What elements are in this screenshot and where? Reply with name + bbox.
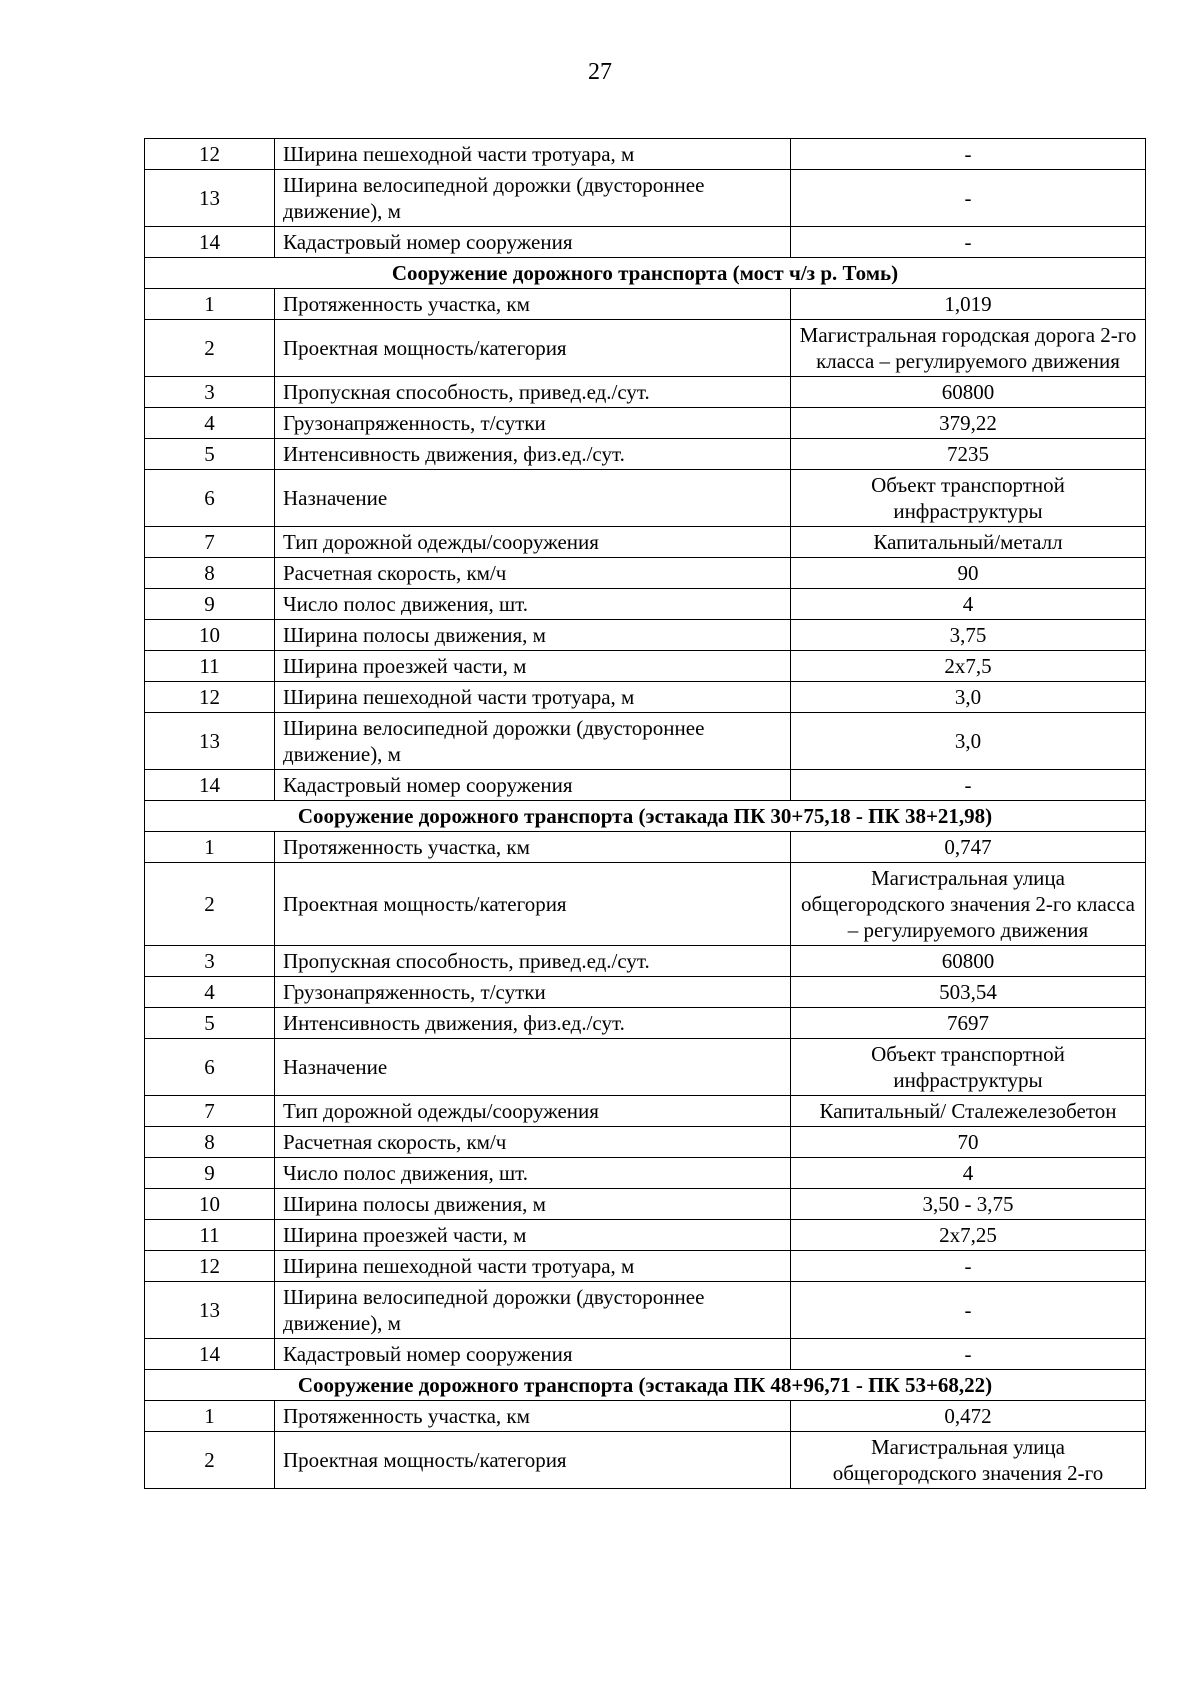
table-row: [145, 863, 1146, 946]
parameter-name: Пропускная способность, привед.ед./сут.: [275, 946, 791, 977]
table-row: [145, 558, 1146, 589]
page-number: 27: [588, 59, 612, 85]
table-row: [145, 320, 1146, 377]
parameter-name: Интенсивность движения, физ.ед./сут.: [275, 1008, 791, 1039]
row-number: 10: [145, 620, 275, 651]
parameter-name: Ширина проезжей части, м: [275, 1220, 791, 1251]
parameter-name: Назначение: [275, 470, 791, 527]
section-title: Сооружение дорожного транспорта (мост ч/з р. Томь): [145, 258, 1146, 289]
parameter-name: Кадастровый номер сооружения: [275, 770, 791, 801]
table-row: [145, 620, 1146, 651]
table-row: [145, 651, 1146, 682]
row-number: 9: [145, 589, 275, 620]
parameter-name: Интенсивность движения, физ.ед./сут.: [275, 439, 791, 470]
row-number: 11: [145, 1220, 275, 1251]
parameter-value: 3,50 - 3,75: [791, 1189, 1146, 1220]
parameter-value: 4: [791, 1158, 1146, 1189]
row-number: 12: [145, 682, 275, 713]
parameter-value: 7697: [791, 1008, 1146, 1039]
parameter-value: 2x7,5: [791, 651, 1146, 682]
table-row: [145, 1251, 1146, 1282]
parameter-value: Капитальный/ Сталежелезобетон: [791, 1096, 1146, 1127]
parameter-value: -: [791, 139, 1146, 170]
row-number: 4: [145, 977, 275, 1008]
parameter-value: 0,747: [791, 832, 1146, 863]
parameter-name: Ширина велосипедной дорожки (двустороннее движение), м: [275, 170, 791, 227]
table-row: [145, 527, 1146, 558]
parameter-name: Протяженность участка, км: [275, 289, 791, 320]
parameter-value: 379,22: [791, 408, 1146, 439]
table-row: [145, 946, 1146, 977]
table-row: [145, 713, 1146, 770]
row-number: 12: [145, 1251, 275, 1282]
parameter-value: -: [791, 1282, 1146, 1339]
row-number: 14: [145, 770, 275, 801]
row-number: 4: [145, 408, 275, 439]
parameter-name: Ширина пешеходной части тротуара, м: [275, 682, 791, 713]
table-row: [145, 1008, 1146, 1039]
parameter-name: Ширина пешеходной части тротуара, м: [275, 139, 791, 170]
table-row: [145, 1189, 1146, 1220]
section-header-row: [145, 1370, 1146, 1401]
parameter-value: -: [791, 170, 1146, 227]
row-number: 13: [145, 170, 275, 227]
parameter-name: Назначение: [275, 1039, 791, 1096]
parameter-value: 60800: [791, 377, 1146, 408]
table-row: [145, 470, 1146, 527]
table-row: [145, 682, 1146, 713]
section-title: Сооружение дорожного транспорта (эстакада ПК 30+75,18 - ПК 38+21,98): [145, 801, 1146, 832]
parameter-name: Ширина проезжей части, м: [275, 651, 791, 682]
parameter-name: Ширина полосы движения, м: [275, 620, 791, 651]
row-number: 2: [145, 1432, 275, 1489]
row-number: 14: [145, 1339, 275, 1370]
table-row: [145, 589, 1146, 620]
parameter-value: Магистральная улица общегородского значения 2-го: [791, 1432, 1146, 1489]
table-row: [145, 408, 1146, 439]
row-number: 8: [145, 1127, 275, 1158]
parameter-name: Ширина велосипедной дорожки (двустороннее движение), м: [275, 713, 791, 770]
row-number: 13: [145, 713, 275, 770]
table-row: [145, 1401, 1146, 1432]
parameter-name: Кадастровый номер сооружения: [275, 227, 791, 258]
section-title: Сооружение дорожного транспорта (эстакада ПК 48+96,71 - ПК 53+68,22): [145, 1370, 1146, 1401]
parameter-value: 503,54: [791, 977, 1146, 1008]
parameter-name: Расчетная скорость, км/ч: [275, 558, 791, 589]
parameter-value: 4: [791, 589, 1146, 620]
row-number: 8: [145, 558, 275, 589]
row-number: 1: [145, 289, 275, 320]
parameter-value: 70: [791, 1127, 1146, 1158]
parameter-name: Проектная мощность/категория: [275, 1432, 791, 1489]
row-number: 10: [145, 1189, 275, 1220]
parameter-name: Грузонапряженность, т/сутки: [275, 977, 791, 1008]
row-number: 6: [145, 1039, 275, 1096]
parameter-value: 2x7,25: [791, 1220, 1146, 1251]
table-row: [145, 1432, 1146, 1489]
table-row: [145, 1158, 1146, 1189]
row-number: 1: [145, 1401, 275, 1432]
parameter-value: -: [791, 227, 1146, 258]
specifications-table: [144, 138, 1146, 1489]
parameter-value: -: [791, 1251, 1146, 1282]
parameter-value: 90: [791, 558, 1146, 589]
table-row: [145, 1096, 1146, 1127]
parameter-value: Объект транспортной инфраструктуры: [791, 1039, 1146, 1096]
parameter-value: -: [791, 770, 1146, 801]
table-row: [145, 289, 1146, 320]
table-row: [145, 1039, 1146, 1096]
parameter-name: Пропускная способность, привед.ед./сут.: [275, 377, 791, 408]
table-row: [145, 1127, 1146, 1158]
parameter-value: 7235: [791, 439, 1146, 470]
table-row: [145, 227, 1146, 258]
row-number: 6: [145, 470, 275, 527]
parameter-name: Ширина пешеходной части тротуара, м: [275, 1251, 791, 1282]
row-number: 12: [145, 139, 275, 170]
row-number: 1: [145, 832, 275, 863]
parameter-value: 60800: [791, 946, 1146, 977]
parameter-name: Число полос движения, шт.: [275, 1158, 791, 1189]
row-number: 3: [145, 946, 275, 977]
table-row: [145, 832, 1146, 863]
parameter-value: 3,75: [791, 620, 1146, 651]
parameter-value: Капитальный/металл: [791, 527, 1146, 558]
parameter-value: -: [791, 1339, 1146, 1370]
parameter-value: 1,019: [791, 289, 1146, 320]
parameter-name: Протяженность участка, км: [275, 832, 791, 863]
row-number: 2: [145, 320, 275, 377]
row-number: 14: [145, 227, 275, 258]
parameter-name: Тип дорожной одежды/сооружения: [275, 527, 791, 558]
row-number: 2: [145, 863, 275, 946]
table-row: [145, 170, 1146, 227]
row-number: 7: [145, 1096, 275, 1127]
table-row: [145, 977, 1146, 1008]
parameter-name: Ширина велосипедной дорожки (двустороннее движение), м: [275, 1282, 791, 1339]
row-number: 9: [145, 1158, 275, 1189]
parameter-name: Проектная мощность/категория: [275, 320, 791, 377]
parameter-name: Кадастровый номер сооружения: [275, 1339, 791, 1370]
parameter-name: Число полос движения, шт.: [275, 589, 791, 620]
parameter-value: Магистральная улица общегородского значения 2-го класса – регулируемого движения: [791, 863, 1146, 946]
parameter-name: Тип дорожной одежды/сооружения: [275, 1096, 791, 1127]
parameter-value: Объект транспортной инфраструктуры: [791, 470, 1146, 527]
parameter-name: Ширина полосы движения, м: [275, 1189, 791, 1220]
section-header-row: [145, 801, 1146, 832]
row-number: 11: [145, 651, 275, 682]
row-number: 13: [145, 1282, 275, 1339]
parameter-value: 0,472: [791, 1401, 1146, 1432]
row-number: 7: [145, 527, 275, 558]
parameter-name: Расчетная скорость, км/ч: [275, 1127, 791, 1158]
parameter-name: Грузонапряженность, т/сутки: [275, 408, 791, 439]
table-row: [145, 770, 1146, 801]
row-number: 5: [145, 439, 275, 470]
parameter-name: Протяженность участка, км: [275, 1401, 791, 1432]
row-number: 3: [145, 377, 275, 408]
table-row: [145, 1220, 1146, 1251]
parameter-value: 3,0: [791, 682, 1146, 713]
table-row: [145, 377, 1146, 408]
table-row: [145, 1282, 1146, 1339]
specifications-table-body: [145, 139, 1146, 1489]
parameter-name: Проектная мощность/категория: [275, 863, 791, 946]
table-row: [145, 439, 1146, 470]
parameter-value: 3,0: [791, 713, 1146, 770]
parameter-value: Магистральная городская дорога 2-го класса – регулируемого движения: [791, 320, 1146, 377]
section-header-row: [145, 258, 1146, 289]
table-row: [145, 1339, 1146, 1370]
table-row: [145, 139, 1146, 170]
row-number: 5: [145, 1008, 275, 1039]
